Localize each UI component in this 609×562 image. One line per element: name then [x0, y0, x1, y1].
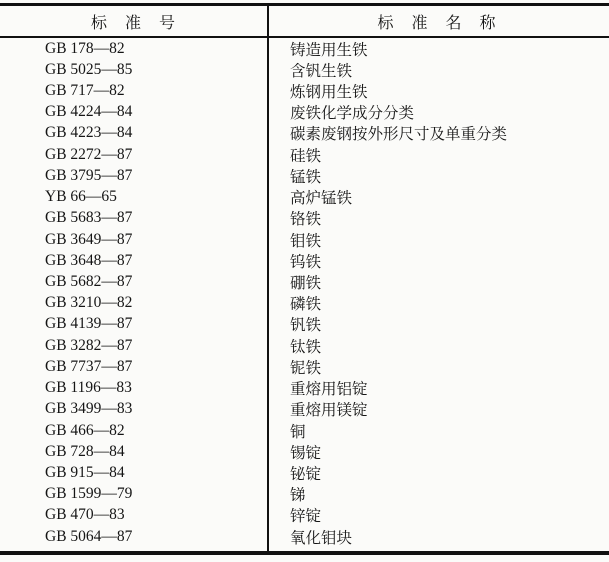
standard-number-cell: GB 7737—87	[45, 357, 133, 375]
standard-name-cell: 重熔用镁锭	[290, 402, 368, 420]
standard-name-cell: 铋锭	[290, 465, 322, 483]
standard-number-cell: GB 3282—87	[45, 336, 133, 354]
standard-name-cell: 钛铁	[290, 338, 322, 356]
standard-name-cell: 锌锭	[290, 508, 322, 526]
table-row	[0, 38, 609, 59]
table-row	[0, 293, 609, 314]
standard-number-cell: GB 915—84	[45, 463, 125, 481]
standard-name-cell: 高炉锰铁	[290, 190, 353, 208]
standard-number-cell: GB 2272—87	[45, 145, 133, 163]
standard-name-cell: 磷铁	[290, 296, 322, 314]
standard-number-cell: GB 3649—87	[45, 230, 133, 248]
standard-name-cell: 钼铁	[290, 232, 322, 250]
table-body	[0, 38, 609, 547]
standard-number-cell: GB 5064—87	[45, 527, 133, 545]
table-row	[0, 526, 609, 547]
standard-name-cell: 废铁化学成分分类	[290, 105, 415, 123]
standard-number-cell: GB 3210—82	[45, 294, 133, 312]
standard-name-cell: 钒铁	[290, 317, 322, 335]
table-row	[0, 229, 609, 250]
table-row	[0, 165, 609, 186]
standard-number-cell: GB 1196—83	[45, 379, 132, 397]
standard-name-cell: 铸造用生铁	[290, 41, 368, 59]
standard-name-cell: 锡锭	[290, 444, 322, 462]
standard-number-cell: GB 4139—87	[45, 315, 133, 333]
header-standard-number: 标 准 号	[90, 14, 176, 32]
table-row	[0, 187, 609, 208]
table-row	[0, 356, 609, 377]
standard-number-cell: GB 5682—87	[45, 273, 133, 291]
standard-number-cell: GB 470—83	[45, 506, 125, 524]
table-row	[0, 102, 609, 123]
table-row	[0, 271, 609, 292]
standard-name-cell: 钨铁	[290, 253, 322, 271]
table-row	[0, 250, 609, 271]
table-row	[0, 208, 609, 229]
table-row	[0, 123, 609, 144]
table-row	[0, 462, 609, 483]
header-standard-name: 标 准 名 称	[377, 14, 497, 32]
standard-number-cell: GB 466—82	[45, 421, 125, 439]
standard-name-cell: 锑	[290, 487, 306, 505]
standard-name-cell: 含钒生铁	[290, 62, 353, 80]
table-row	[0, 144, 609, 165]
standard-number-cell: GB 3795—87	[45, 166, 133, 184]
standard-number-cell: GB 3648—87	[45, 251, 133, 269]
standard-number-cell: GB 4224—84	[45, 103, 133, 121]
table-row	[0, 378, 609, 399]
standard-name-cell: 铜	[290, 423, 306, 441]
standard-name-cell: 锰铁	[290, 168, 322, 186]
table-row	[0, 314, 609, 335]
table-header-row	[0, 6, 609, 38]
table-row	[0, 505, 609, 526]
standard-name-cell: 炼钢用生铁	[290, 84, 368, 102]
standard-name-cell: 铬铁	[290, 211, 322, 229]
standard-name-cell: 碳素废钢按外形尺寸及单重分类	[290, 126, 508, 144]
standard-name-cell: 硼铁	[290, 275, 322, 293]
standard-number-cell: YB 66—65	[45, 188, 117, 206]
table-row	[0, 335, 609, 356]
standard-number-cell: GB 5683—87	[45, 209, 133, 227]
standard-name-cell: 重熔用铝锭	[290, 381, 368, 399]
table-row	[0, 80, 609, 101]
standard-number-cell: GB 717—82	[45, 82, 125, 100]
table-row	[0, 399, 609, 420]
standard-number-cell: GB 5025—85	[45, 60, 133, 78]
table-row	[0, 441, 609, 462]
standard-name-cell: 铌铁	[290, 359, 322, 377]
table-row	[0, 59, 609, 80]
standard-name-cell: 氧化钼块	[290, 529, 353, 547]
table-row	[0, 484, 609, 505]
standard-number-cell: GB 178—82	[45, 39, 125, 57]
standard-number-cell: GB 3499—83	[45, 400, 133, 418]
table-row	[0, 420, 609, 441]
standard-number-cell: GB 4223—84	[45, 124, 133, 142]
standards-table	[0, 3, 609, 555]
column-divider-line	[267, 6, 269, 551]
standard-number-cell: GB 1599—79	[45, 485, 133, 503]
standard-name-cell: 硅铁	[290, 147, 322, 165]
standard-number-cell: GB 728—84	[45, 442, 125, 460]
